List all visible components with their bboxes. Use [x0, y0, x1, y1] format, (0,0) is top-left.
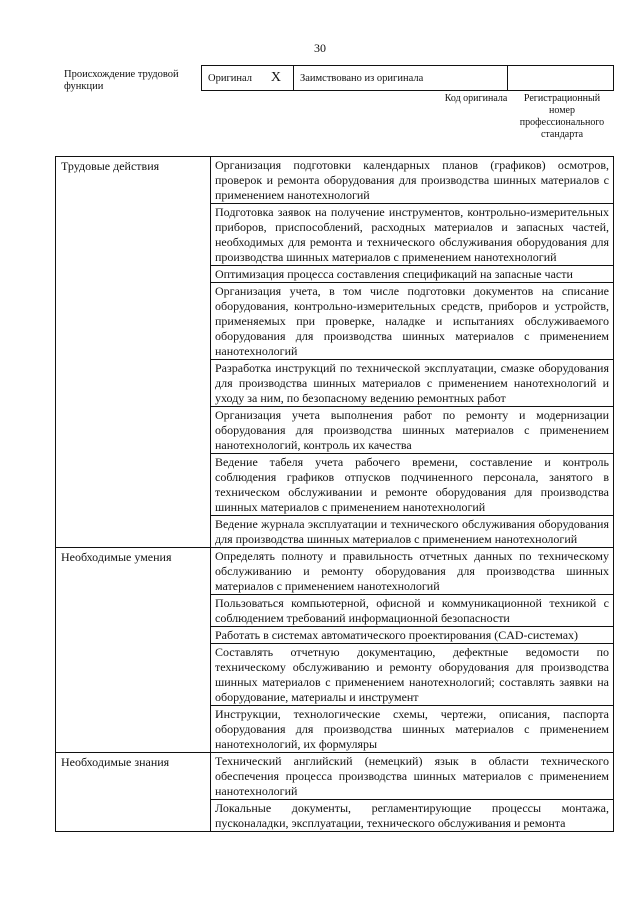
section-title: Необходимые знания [56, 753, 211, 832]
table-cell: Ведение табеля учета рабочего времени, составление и контроль соблюдения графиков отпусков подчиненного персонала, занятого в техническом обслуживании и ремонте оборудования для производства шинных материалов с применением нанотехнологий [211, 454, 614, 516]
table-cell: Составлять отчетную документацию, дефектные ведомости по техническому обслуживанию и ремонту оборудования для производства шинных материалов с применением нанотехнологий; составлять заявки на оборудование, материалы и инструмент [211, 644, 614, 706]
table-row [56, 548, 614, 595]
code-original-header: Код оригинала [444, 93, 508, 104]
table-row [56, 157, 614, 204]
reg-number-cell [508, 66, 613, 90]
original-mark: X [270, 70, 281, 85]
table-cell: Оптимизация процесса составления спецификаций на запасные части [211, 266, 614, 283]
borrowed-label: Заимствовано из оригинала [300, 72, 424, 84]
original-label: Оригинал [208, 72, 252, 84]
table-cell: Подготовка заявок на получение инструментов, контрольно-измерительных приборов, приспособлений, расходных материалов и запасных частей, необходимых для ремонта и технического обслуживания оборудования для производства шинных материалов с применением нанотехнологий [211, 204, 614, 266]
section-title: Трудовые действия [56, 157, 211, 548]
table-cell: Работать в системах автоматического проектирования (CAD-системах) [211, 627, 614, 644]
table-cell: Организация учета, в том числе подготовки документов на списание оборудования, контрольно-измерительных средств, приборов и устройств, применяемых при проверке, наладке и испытаниях обслуживаемого оборудования для производства шинных материалов с применением нанотехнологий [211, 283, 614, 360]
table-cell: Технический английский (немецкий) язык в области технического обеспечения процесса производства шинных материалов с применением нанотехнологий [211, 753, 614, 800]
reg-number-header: Регистрационный номер профессионального стандарта [519, 93, 605, 140]
table-cell: Разработка инструкций по технической эксплуатации, смазке оборудования для производства шинных материалов с применением нанотехнологий и уходу за ним, по безопасному ведению ремонтных работ [211, 360, 614, 407]
table-cell: Инструкции, технологические схемы, чертежи, описания, паспорта оборудования для производства шинных материалов с применением нанотехнологий, их формуляры [211, 706, 614, 753]
table-cell: Определять полноту и правильность отчетных данных по техническому обслуживанию и ремонту оборудования для производства шинных материалов с применением нанотехнологий [211, 548, 614, 595]
table-cell: Организация подготовки календарных планов (графиков) осмотров, проверок и ремонта оборудования для производства шинных материалов с применением нанотехнологий [211, 157, 614, 204]
origin-box [201, 65, 614, 91]
table-cell: Локальные документы, регламентирующие процессы монтажа, пусконаладки, эксплуатации, технического обслуживания и ремонта [211, 800, 614, 832]
original-cell [202, 66, 294, 90]
table-cell: Пользоваться компьютерной, офисной и коммуникационной техникой с соблюдением требований информационной безопасности [211, 595, 614, 627]
borrowed-cell [294, 66, 508, 90]
page-number: 30 [314, 41, 326, 55]
origin-label: Происхождение трудовой функции [64, 69, 179, 92]
table-cell: Организация учета выполнения работ по ремонту и модернизации оборудования для производства шинных материалов с применением нанотехнологий, контроль их качества [211, 407, 614, 454]
table-row [56, 753, 614, 800]
function-table [55, 156, 614, 832]
table-cell: Ведение журнала эксплуатации и технического обслуживания оборудования для производства шинных материалов с применением нанотехнологий [211, 516, 614, 548]
section-title: Необходимые умения [56, 548, 211, 753]
